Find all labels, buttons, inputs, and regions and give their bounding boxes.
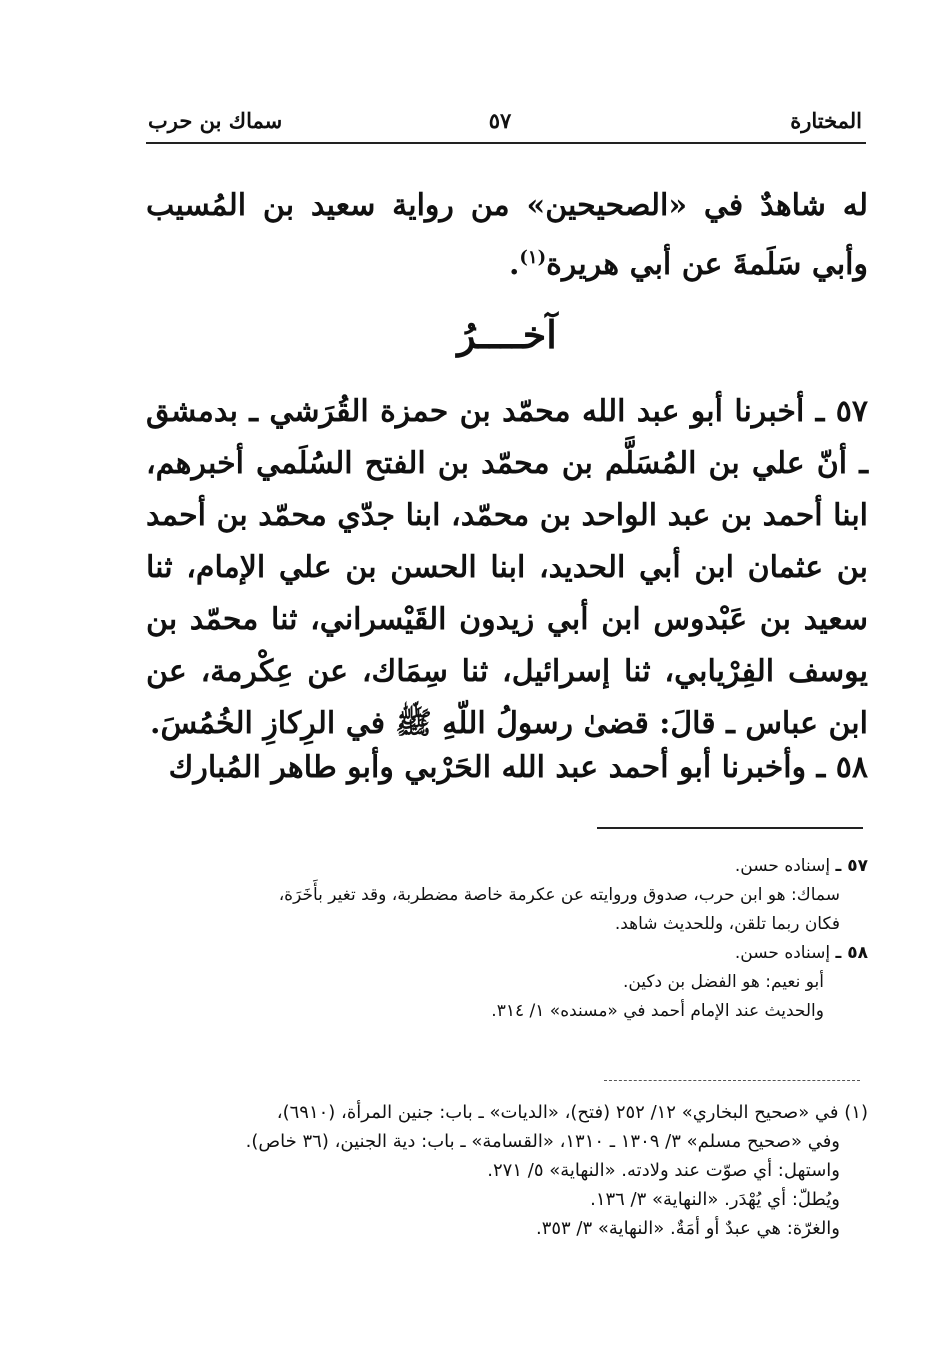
footnote-line: وفي «صحيح مسلم» ٣/ ١٣٠٩ ـ ١٣١٠، «القسامة» ـ باب: دية الجنين، (٣٦ خاص). (245, 1131, 840, 1152)
running-title-chapter: سماك بن حرب (148, 108, 283, 133)
footnote-separator (604, 1080, 860, 1081)
hadith-58-text: ـ وأخبرنا أبو أحمد عبد الله الحَرْبي وأبو طاهر المُبارك (168, 750, 826, 785)
footnote-line: ويُطلّ: أي يُهْدَر. «النهاية» ٣/ ١٣٦. (590, 1189, 840, 1210)
commentary-notes (146, 852, 868, 1026)
note-57-line: سماك: هو ابن حرب، صدوق وروايته عن عكرمة خاصة مضطربة، وقد تغير بأَخَرَة، (278, 885, 840, 905)
intro-text: له شاهدٌ في «الصحيحين» من رواية سعيد بن المُسيب وأبي سَلَمةَ عن أبي هريرة (146, 188, 868, 282)
chapter-heading: آخــــرُ (457, 312, 557, 357)
footnote-line: واستهل: أي صوّت عند ولادته. «النهاية» ٥/ ٢٧١. (487, 1160, 840, 1181)
intro-paragraph (146, 180, 868, 291)
notes-separator (597, 827, 863, 829)
hadith-58-number: ٥٨ (835, 750, 868, 785)
footnote-line: (١) في «صحيح البخاري» ١٢/ ٢٥٢ (فتح)، «الديات» ـ باب: جنين المرأة، (٦٩١٠)، (276, 1102, 868, 1123)
intro-end: . (508, 247, 520, 282)
note-58-line: والحديث عند الإمام أحمد في «مسنده» ١/ ٣١٤. (491, 1001, 824, 1021)
hadith-57 (146, 386, 868, 750)
note-58-line: أبو نعيم: هو الفضل بن دكين. (622, 972, 824, 992)
running-title-book: المختارة (790, 108, 862, 133)
note-58-header: ٥٨ ـ إسناده حسن. (734, 943, 868, 963)
hadith-58 (146, 742, 868, 794)
footnote-line: والغرّة: هي عبدٌ أو أمَةٌ. «النهاية» ٣/ ٣٥٣. (535, 1218, 840, 1239)
note-57-line: فكان ربما تلقن، وللحديث شاهد. (614, 914, 840, 934)
note-57-header: ٥٧ ـ إسناده حسن. (734, 856, 868, 876)
footnote-marker: (١) (519, 247, 547, 268)
footnotes (146, 1098, 868, 1243)
hadith-57-text: ـ أخبرنا أبو عبد الله محمّد بن حمزة القُرَشي ـ بدمشق ـ أنّ علي بن المُسَلَّم بن محمّد بن الفتح السُلَمي أخبرهم، ابنا أحمد بن عبد الواحد بن محمّد، ابنا جدّي محمّد بن أحمد بن عثمان ابن أبي الحديد، ابنا الحسن بن علي الإمام، ثنا سعيد بن عَبْدوس ابن أبي زيدون القَيْسراني، ثنا محمّد بن يوسف الفِرْيابي، ثنا إسرائيل، ثنا سِمَاك، عن عِكْرمة، عن ابن عباس ـ قالَ: قضىٰ رسولُ اللّهِ ﷺ في الرِكازِ الخُمُسَ. (146, 394, 868, 741)
hadith-57-number: ٥٧ (835, 394, 868, 429)
page-number: ٥٧ (488, 108, 512, 133)
header-rule (146, 142, 866, 144)
